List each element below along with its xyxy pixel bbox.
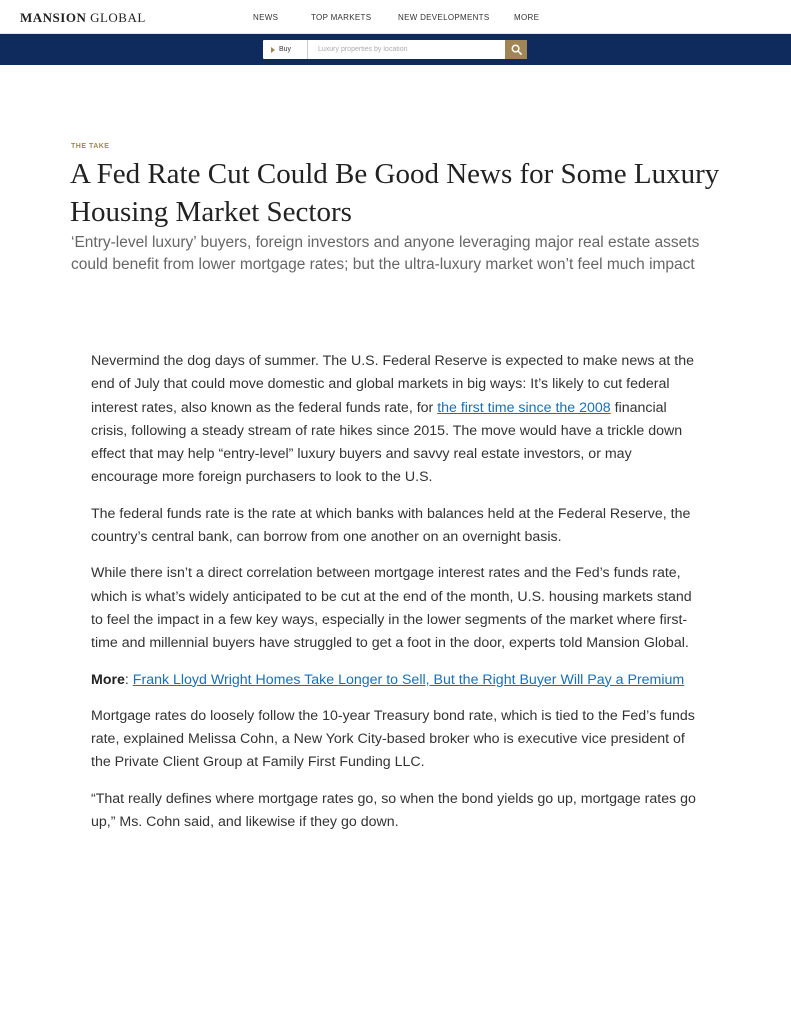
paragraph-4: Mortgage rates do loosely follow the 10-year Treasury bond rate, which is tied to the Fed’s funds rate, explained Melissa Cohn, a New York City-based broker who is executive vice president of the Private Client Group at Family First Funding LLC.: [91, 707, 695, 771]
article-headline: A Fed Rate Cut Could Be Good News for Some Luxury Housing Market Sectors: [70, 158, 720, 228]
related-article-link[interactable]: Frank Lloyd Wright Homes Take Longer to Sell, But the Right Buyer Will Pay a Premium: [132, 671, 685, 688]
search-band: [0, 34, 791, 65]
more-label: More: [91, 671, 125, 688]
property-search: [263, 40, 527, 59]
main-nav: [0, 13, 791, 25]
paragraph-1-text-b: financial crisis, following a steady stream of rate hikes since 2015. The move would have a trickle down effect that may help “entry-level” luxury buyers and savvy real estate investors, or may encourage more foreign purchasers to look to the U.S.: [91, 399, 683, 486]
first-time-since-2008-link[interactable]: the first time since the 2008: [437, 399, 611, 416]
nav-new-developments[interactable]: NEW DEVELOPMENTS: [398, 13, 490, 22]
buy-dropdown-label: Buy: [279, 46, 292, 53]
paragraph-2: The federal funds rate is the rate at which banks with balances held at the Federal Reserve, the country’s central bank, can borrow from one another on an overnight basis.: [91, 505, 691, 546]
location-search-input[interactable]: [308, 40, 505, 59]
more-related-link-line: [91, 669, 701, 692]
search-icon: [511, 44, 522, 55]
article-body: [91, 350, 701, 847]
top-navigation-bar: [0, 0, 791, 34]
nav-top-markets[interactable]: TOP MARKETS: [311, 13, 372, 22]
paragraph-3: While there isn’t a direct correlation between mortgage interest rates and the Fed’s funds rate, which is what’s widely anticipated to be cut at the end of the month, U.S. housing markets stand to feel the impact in a few key ways, especially in the lower segments of the market where first-time and millennial buyers have struggled to get a foot in the door, experts told Mansion Global.: [91, 565, 692, 652]
paragraph-1: [91, 350, 701, 490]
caret-right-icon: [271, 47, 275, 53]
nav-news[interactable]: NEWS: [253, 13, 279, 22]
search-button[interactable]: [505, 40, 527, 59]
more-colon: :: [124, 671, 133, 688]
paragraph-5: “That really defines where mortgage rates go, so when the bond yields go up, mortgage rates go up,” Ms. Cohn said, and likewise if they go down.: [91, 790, 696, 831]
nav-more[interactable]: MORE: [514, 13, 540, 22]
buy-dropdown[interactable]: [263, 40, 308, 59]
article-category[interactable]: THE TAKE: [71, 143, 110, 150]
paragraph-1-text-a: Nevermind the dog days of summer. The U.S. Federal Reserve is expected to make news at the end of July that could move domestic and global markets in big ways: It’s likely to cut federal interest rates, also known as the federal funds rate, for: [91, 353, 694, 416]
article-dek: ‘Entry-level luxury’ buyers, foreign investors and anyone leveraging major real estate assets could benefit from lower mortgage rates; but the ultra-luxury market won’t feel much impact: [71, 234, 700, 273]
logo-mansion: MANSION: [20, 10, 87, 25]
logo-global: GLOBAL: [90, 10, 146, 25]
